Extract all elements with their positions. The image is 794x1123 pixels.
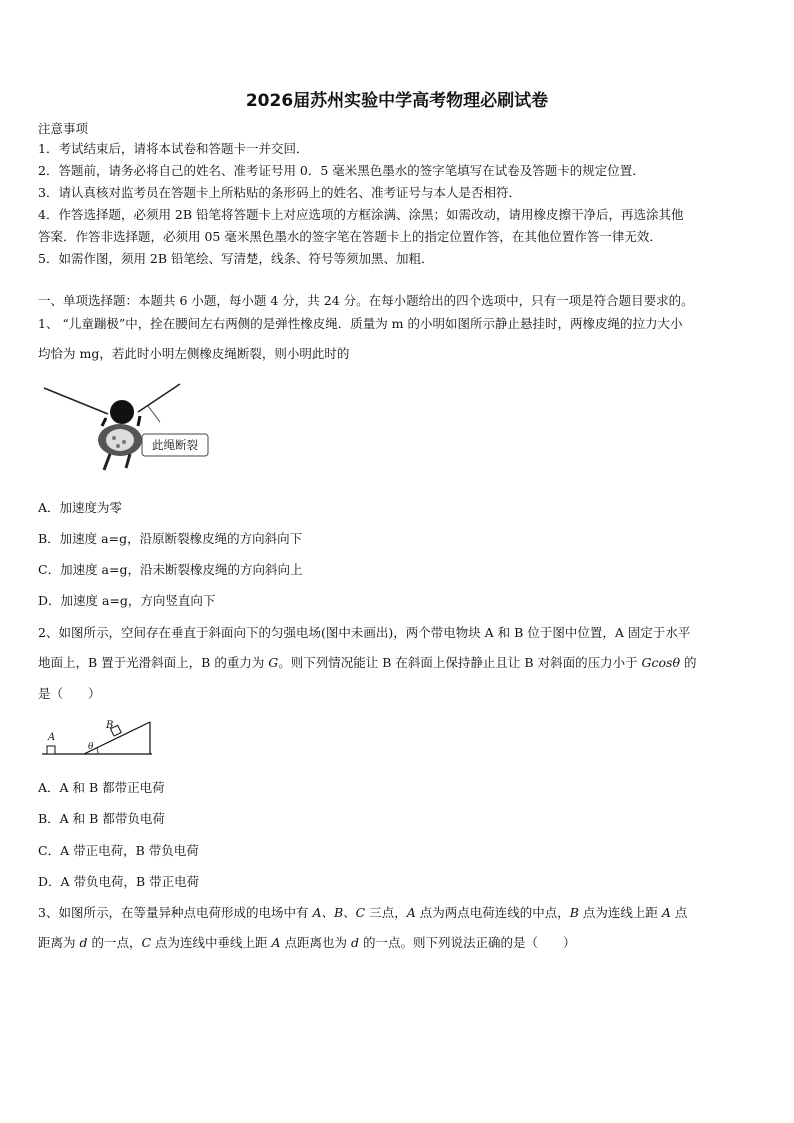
label-b: B <box>106 720 114 731</box>
bungee-child-illustration <box>40 378 220 478</box>
question-2-text: 是（ ） <box>38 686 101 701</box>
question-2-text <box>38 654 760 672</box>
label-a: A <box>48 732 56 743</box>
text-span: 点距离也为 <box>280 935 351 950</box>
text-span: 点 <box>670 905 688 920</box>
text-span: 。则下列情况能让 B 在斜面上保持静止且让 B 对斜面的压力小于 <box>278 655 642 670</box>
notice-item: 5．如需作图，须用 2B 铅笔绘、写清楚，线条、符号等须加黑、加粗． <box>38 251 434 266</box>
option-d: D．加速度 a=g，方向竖直向下 <box>38 593 216 608</box>
variable-b: B <box>569 905 579 920</box>
variable-a: A <box>271 935 281 950</box>
notice-item: 1．考试结束后，请将本试卷和答题卡一并交回． <box>38 141 309 156</box>
question-2-text: 2、如图所示，空间存在垂直于斜面向下的匀强电场(图中未画出)，两个带电物块 A 和 B 位于图中位置，A 固定于水平 <box>38 625 691 640</box>
text-span: 点为连线上距 <box>578 905 662 920</box>
notice-item: 4．作答选择题，必须用 2B 铅笔将答题卡上对应选项的方框涂满、涂黑；如需改动，请用橡皮擦干净后，再选涂其他 <box>38 207 684 222</box>
notice-item: 2．答题前，请务必将自己的姓名、准考证号用 0．5 毫米黑色墨水的签字笔填写在试卷及答题卡的规定位置． <box>38 163 645 178</box>
text-span: 点为连线中垂线上距 <box>151 935 272 950</box>
variables-abc: A、B、C <box>312 905 366 920</box>
variable-a: A <box>661 905 671 920</box>
section-heading: 一、单项选择题：本题共 6 小题，每小题 4 分，共 24 分。在每小题给出的四个选项中，只有一项是符合题目要求的。 <box>38 293 694 308</box>
option-c: C．加速度 a=g，沿未断裂橡皮绳的方向斜向上 <box>38 562 303 577</box>
option-a: A．A 和 B 都带正电荷 <box>38 780 165 795</box>
variable-d: d <box>79 935 88 950</box>
text-span: 地面上，B 置于光滑斜面上，B 的重力为 <box>38 655 269 670</box>
broken-rope-label: 此绳断裂 <box>152 438 198 452</box>
question-3-text <box>38 904 760 922</box>
variable-c: C <box>141 935 152 950</box>
text-span: 三点， <box>365 905 407 920</box>
variable-g: G <box>268 655 279 670</box>
option-a: A．加速度为零 <box>38 500 123 515</box>
text-span: 点为两点电荷连线的中点， <box>415 905 570 920</box>
incline-diagram <box>40 716 160 760</box>
text-span: 的一点。则下列说法正确的是（ ） <box>359 935 576 950</box>
question-1-text: 均恰为 mg，若此时小明左侧橡皮绳断裂，则小明此时的 <box>38 346 350 361</box>
text-span: 距离为 <box>38 935 80 950</box>
option-d: D．A 带负电荷，B 带正电荷 <box>38 874 200 889</box>
question-1-text: 1、 “儿童蹦极”中，拴在腰间左右两侧的是弹性橡皮绳．质量为 m 的小明如图所示静止悬挂时，两橡皮绳的拉力大小 <box>38 316 683 331</box>
text-span: 3、如图所示，在等量异种点电荷形成的电场中有 <box>38 905 313 920</box>
variable-d: d <box>351 935 360 950</box>
notice-item: 答案．作答非选择题，必须用 05 毫米黑色墨水的签字笔在答题卡上的指定位置作答，在其他位置作答一律无效． <box>38 229 662 244</box>
incline-figure <box>40 716 160 760</box>
notice-heading: 注意事项 <box>38 121 89 136</box>
variable-a: A <box>406 905 416 920</box>
text-span: 的 <box>680 655 697 670</box>
bungee-child-figure <box>40 378 220 478</box>
question-3-text <box>38 934 760 952</box>
label-theta: θ <box>88 742 94 752</box>
option-b: B．加速度 a=g，沿原断裂橡皮绳的方向斜向下 <box>38 531 303 546</box>
page-title: 2026届苏州实验中学高考物理必刷试卷 <box>245 91 549 111</box>
text-span: 的一点， <box>87 935 142 950</box>
option-c: C．A 带正电荷，B 带负电荷 <box>38 843 199 858</box>
notice-item: 3．请认真核对监考员在答题卡上所粘贴的条形码上的姓名、准考证号与本人是否相符． <box>38 185 521 200</box>
expression-gcos: Gcosθ <box>641 655 680 670</box>
option-b: B．A 和 B 都带负电荷 <box>38 811 165 826</box>
